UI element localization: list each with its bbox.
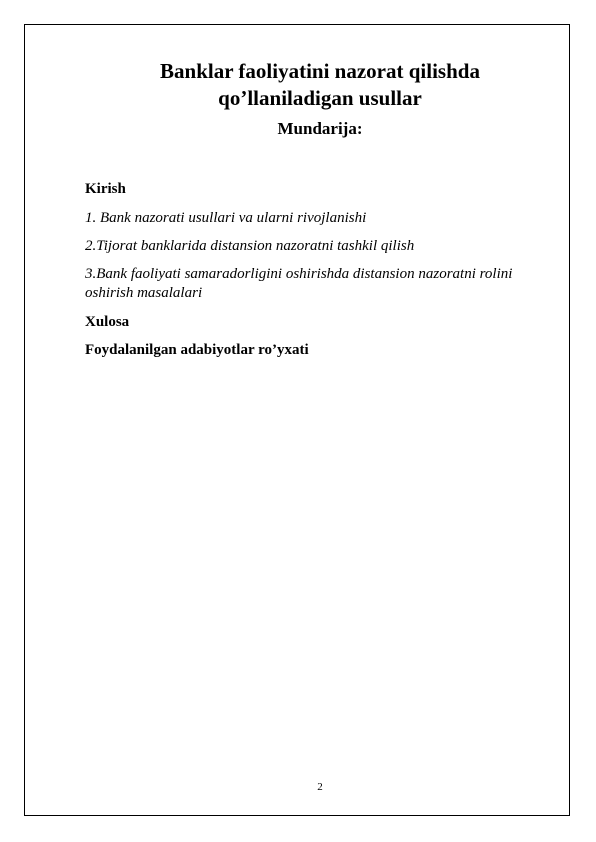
toc-item-chapter-3: 3.Bank faoliyati samaradorligini oshirishda distansion nazoratni rolini oshirish masalalari xyxy=(85,266,513,301)
document-title-line-1: Banklar faoliyatini nazorat qilishda xyxy=(160,59,480,83)
toc-item-chapter-2: 2.Tijorat banklarida distansion nazoratni tashkil qilish xyxy=(85,238,415,254)
toc-item-conclusion: Xulosa xyxy=(85,314,130,330)
toc-item-references: Foydalanilgan adabiyotlar ro’yxati xyxy=(85,342,309,358)
page-border xyxy=(24,24,570,816)
toc-item-chapter-1: 1. Bank nazorati usullari va ularni rivojlanishi xyxy=(85,210,367,226)
toc-item-introduction: Kirish xyxy=(85,181,126,197)
page-number: 2 xyxy=(317,781,323,793)
document-title-line-2: qo’llaniladigan usullar xyxy=(218,86,422,110)
contents-heading: Mundarija: xyxy=(277,119,363,138)
